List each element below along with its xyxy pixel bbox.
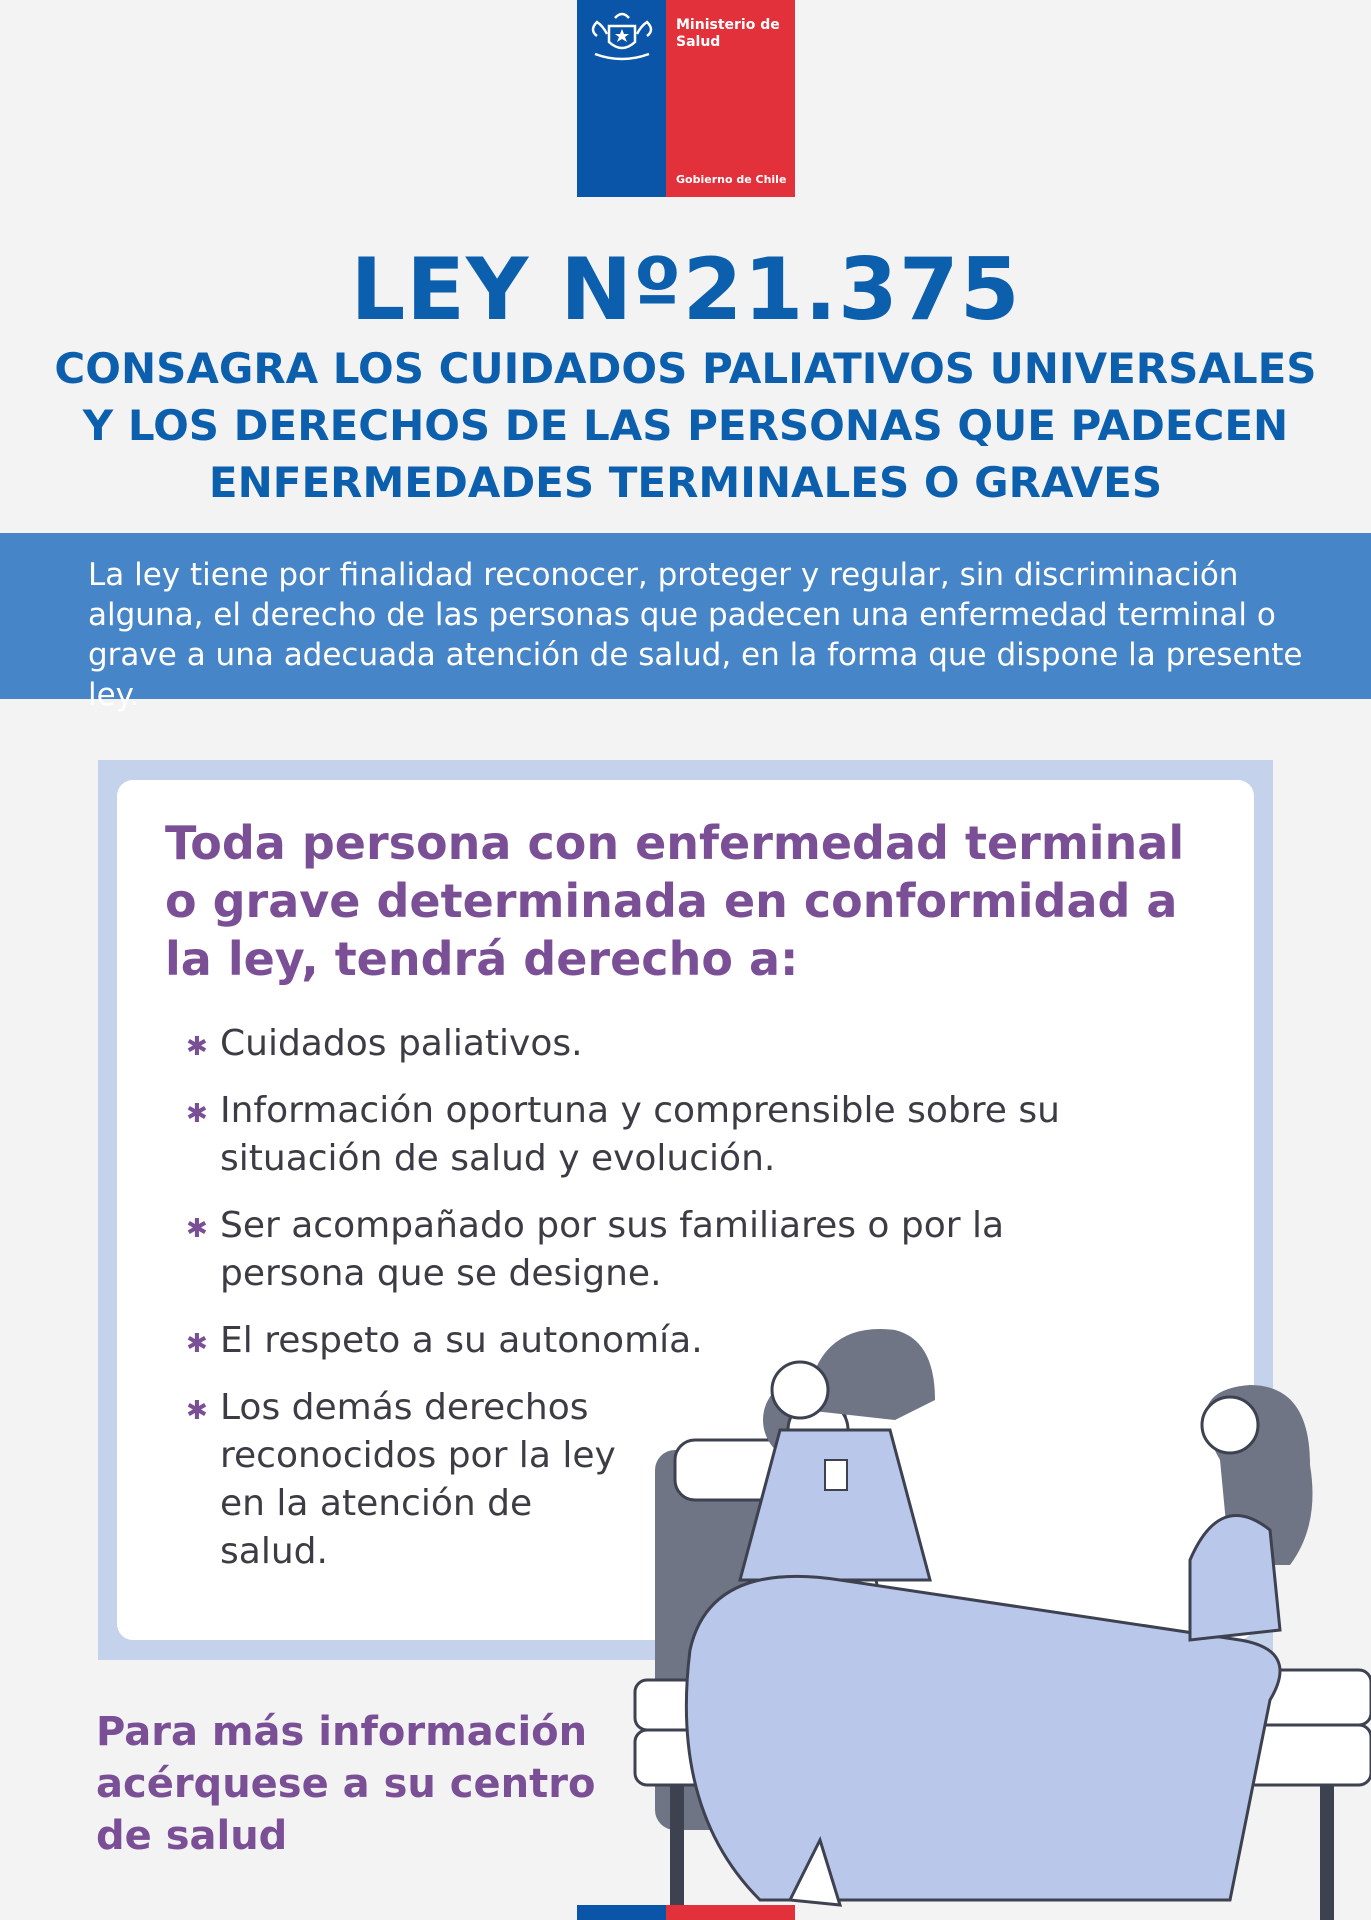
purpose-text: La ley tiene por finalidad reconocer, proteger y regular, sin discriminación alguna, el derecho de las personas que padecen una enfermedad terminal o grave a una adecuada atención de salud, en la forma que dispone la presente ley. bbox=[88, 557, 1303, 713]
list-item bbox=[186, 1087, 1086, 1183]
list-item bbox=[186, 1384, 640, 1576]
ministerio-salud-logo bbox=[577, 0, 795, 197]
ministry-name bbox=[676, 17, 780, 51]
list-item bbox=[186, 1020, 1086, 1068]
rights-heading: Toda persona con enfermedad terminal o grave determinada en conformidad a la ley, tendrá derecho a: bbox=[165, 816, 1185, 986]
logo-blue-panel bbox=[577, 0, 666, 197]
right-text: Los demás derechos reconocidos por la ley en la atención de salud. bbox=[220, 1387, 616, 1572]
right-text: Cuidados paliativos. bbox=[220, 1023, 583, 1064]
coat-of-arms-icon bbox=[585, 6, 659, 64]
asterisk-icon: ✱ bbox=[186, 1214, 208, 1244]
ministry-name-line: Salud bbox=[676, 34, 721, 50]
bottom-flag-stripe bbox=[577, 1905, 795, 1920]
subtitle-line: CONSAGRA LOS CUIDADOS PALIATIVOS UNIVERSALES bbox=[54, 344, 1317, 393]
flag-red bbox=[666, 1905, 795, 1920]
flag-blue bbox=[577, 1905, 666, 1920]
government-label: Gobierno de Chile bbox=[676, 173, 787, 186]
asterisk-icon: ✱ bbox=[186, 1329, 208, 1359]
right-text: El respeto a su autonomía. bbox=[220, 1320, 703, 1361]
asterisk-icon: ✱ bbox=[186, 1099, 208, 1129]
right-text: Información oportuna y comprensible sobre su situación de salud y evolución. bbox=[220, 1090, 1060, 1179]
subtitle-line: ENFERMEDADES TERMINALES O GRAVES bbox=[208, 458, 1163, 507]
purpose-band bbox=[0, 533, 1371, 713]
asterisk-icon: ✱ bbox=[186, 1396, 208, 1426]
more-info-text: Para más información acérquese a su centro de salud bbox=[96, 1709, 596, 1859]
right-text: Ser acompañado por sus familiares o por la persona que se designe. bbox=[220, 1205, 1005, 1294]
subtitle-line: Y LOS DERECHOS DE LAS PERSONAS QUE PADECEN bbox=[82, 401, 1289, 450]
list-item bbox=[186, 1202, 1086, 1298]
asterisk-icon: ✱ bbox=[186, 1032, 208, 1062]
law-title: LEY Nº21.375 bbox=[350, 240, 1021, 340]
ministry-name-line: Ministerio de bbox=[676, 17, 780, 33]
law-subtitle bbox=[0, 340, 1371, 511]
hospital-care-illustration bbox=[630, 1300, 1371, 1920]
